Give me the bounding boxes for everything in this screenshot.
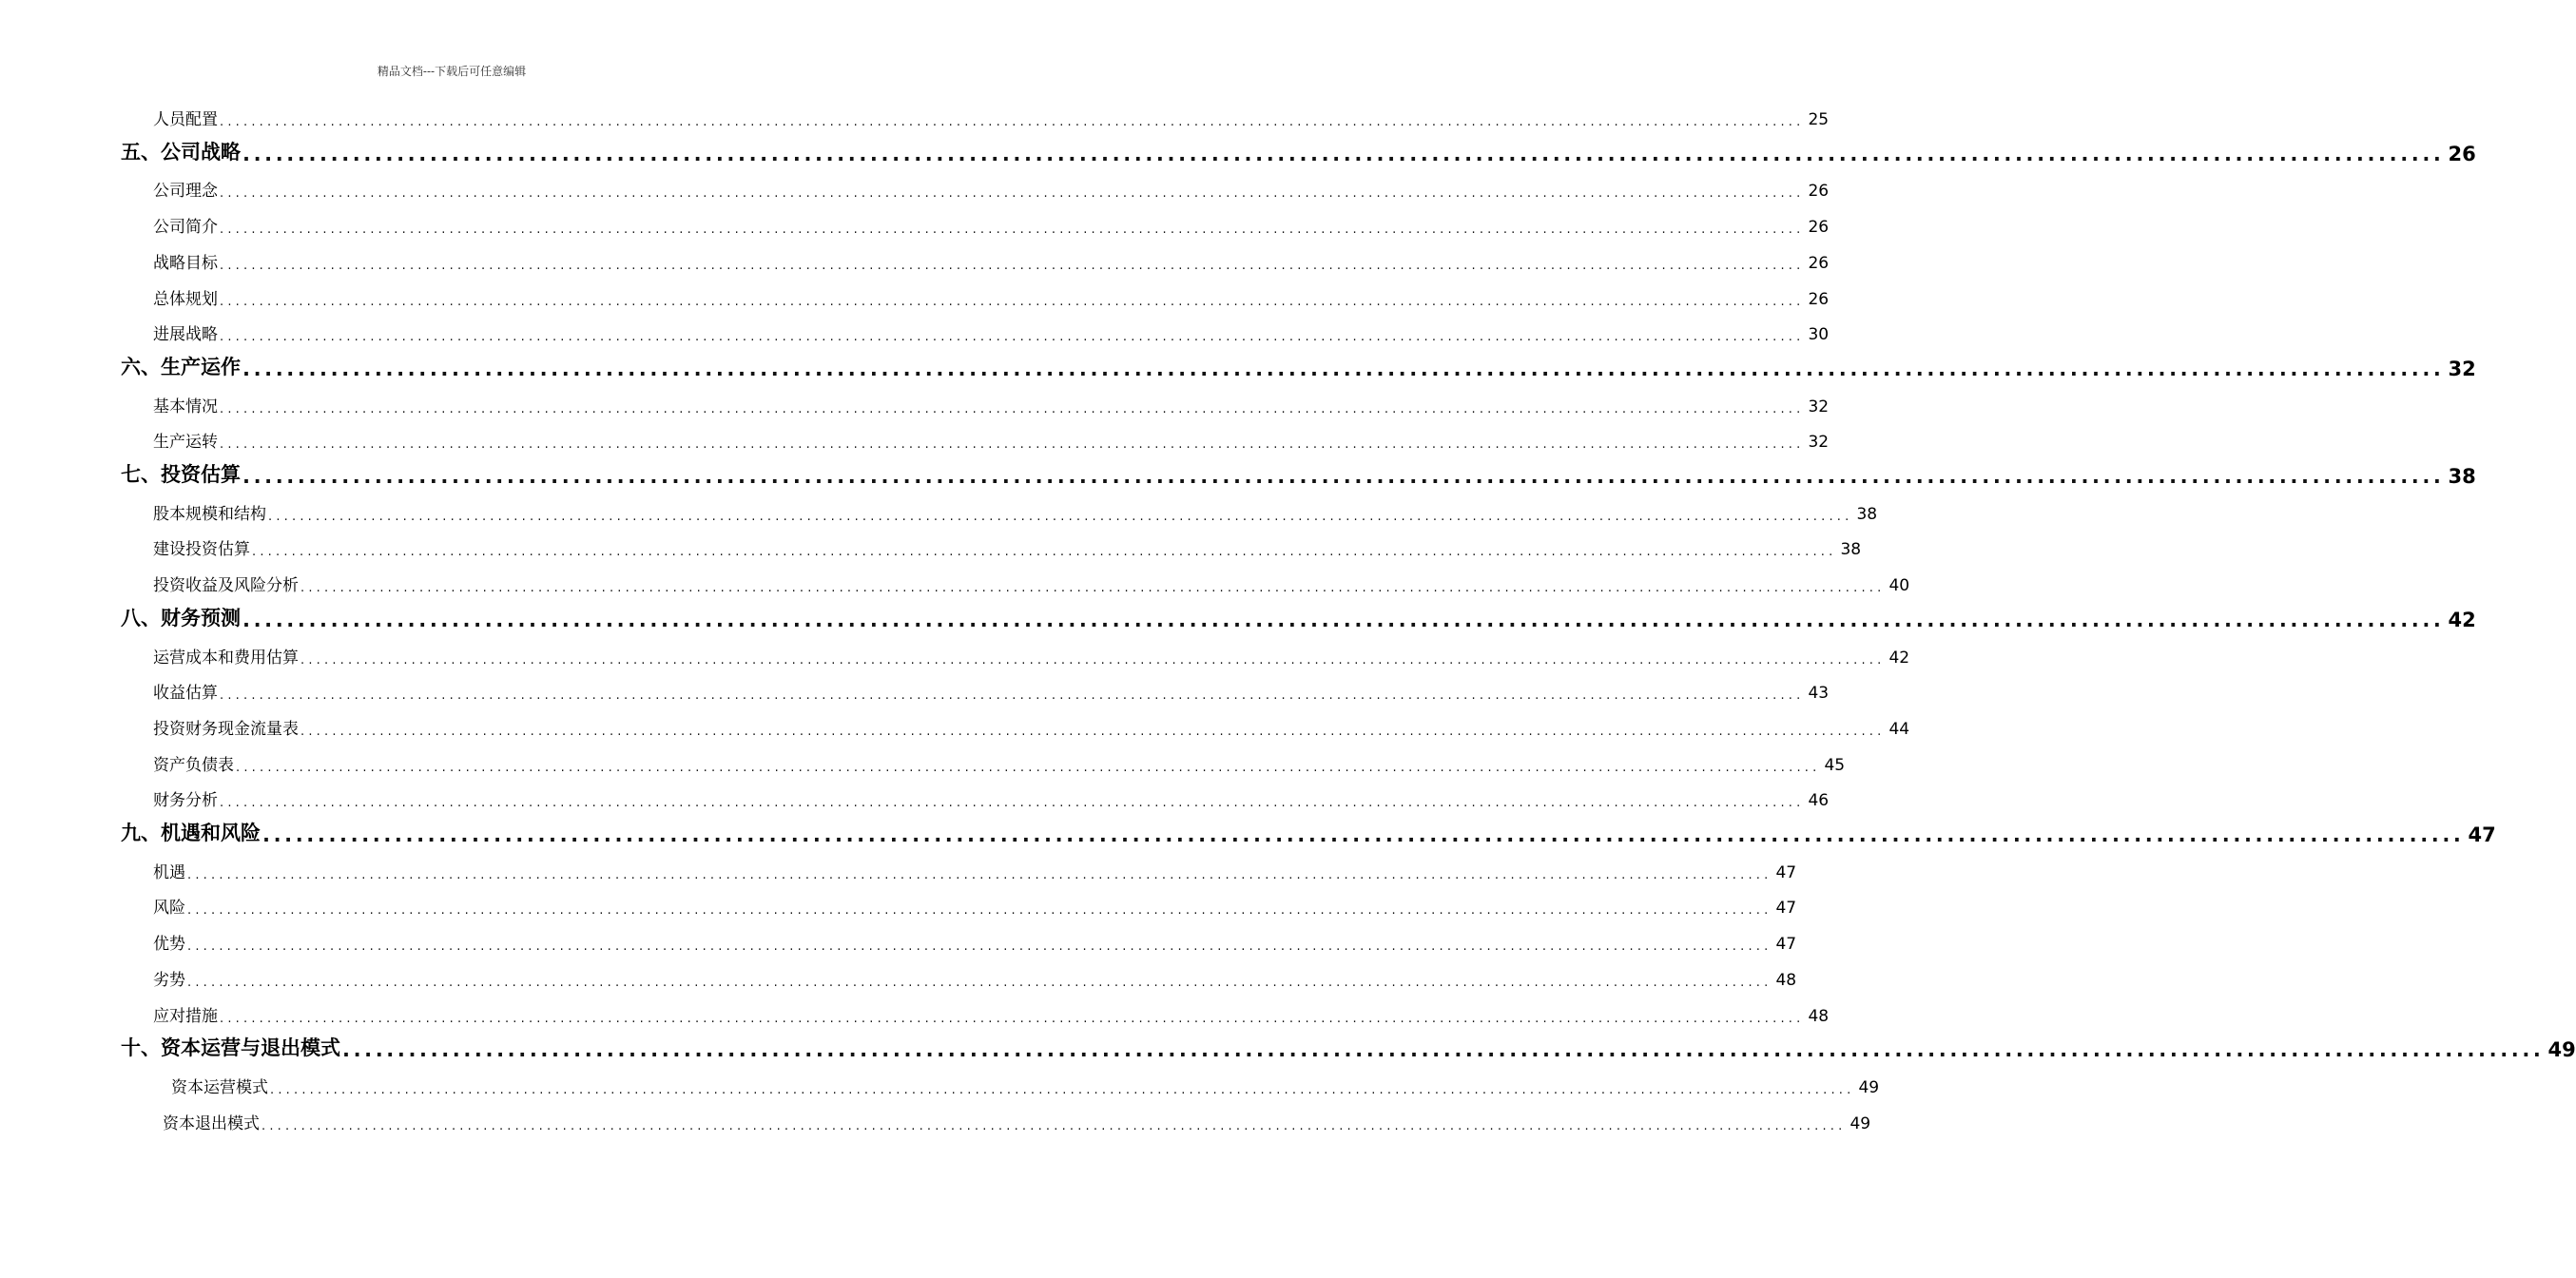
toc-section-entry[interactable] xyxy=(153,284,1830,309)
toc-entry-title: 战略目标 xyxy=(153,253,218,273)
toc-section-entry[interactable] xyxy=(171,1073,1880,1097)
toc-page-number: 42 xyxy=(1888,648,1910,668)
toc-page-number: 25 xyxy=(1808,110,1830,129)
toc-dot-leader: ........................................................................................................................................................................................................ xyxy=(242,608,2445,631)
toc-dot-leader: ........................................................................................................................................................................................................ xyxy=(187,975,1772,990)
toc-page-number: 43 xyxy=(1808,684,1830,704)
toc-page-number: 26 xyxy=(1808,289,1830,309)
toc-page-number: 38 xyxy=(1840,540,1862,560)
toc-entry-title: 总体规划 xyxy=(153,289,218,309)
toc-dot-leader: ........................................................................................................................................................................................................ xyxy=(252,545,1837,560)
toc-dot-leader: ........................................................................................................................................................................................................ xyxy=(187,903,1772,919)
toc-entry-title: 运营成本和费用估算 xyxy=(153,648,299,668)
toc-page-number: 45 xyxy=(1824,755,1846,775)
toc-page-number: 48 xyxy=(1808,1006,1830,1026)
toc-chapter-entry[interactable] xyxy=(121,352,2476,380)
toc-page-number: 47 xyxy=(1775,935,1797,955)
toc-page-number: 26 xyxy=(2448,142,2476,165)
toc-page-number: 26 xyxy=(1808,253,1830,273)
toc-entry-title: 劣势 xyxy=(153,970,185,990)
toc-page-number: 40 xyxy=(1888,576,1910,596)
toc-entry-title: 公司简介 xyxy=(153,218,218,238)
toc-entry-title: 收益估算 xyxy=(153,684,218,704)
toc-entry-title: 生产运转 xyxy=(153,433,218,453)
toc-dot-leader: ........................................................................................................................................................................................................ xyxy=(187,867,1772,882)
toc-dot-leader: ........................................................................................................................................................................................................ xyxy=(242,142,2445,165)
toc-section-entry[interactable] xyxy=(153,427,1830,453)
toc-entry-title: 七、投资估算 xyxy=(121,463,241,486)
toc-dot-leader: ........................................................................................................................................................................................................ xyxy=(220,223,1805,238)
toc-section-entry[interactable] xyxy=(153,176,1830,202)
toc-dot-leader: ........................................................................................................................................................................................................ xyxy=(236,760,1821,775)
toc-section-entry[interactable] xyxy=(153,643,1910,668)
toc-entry-title: 建设投资估算 xyxy=(153,540,250,560)
toc-dot-leader: ........................................................................................................................................................................................................ xyxy=(342,1038,2545,1062)
toc-entry-title: 资产负债表 xyxy=(153,755,234,775)
toc-entry-title: 人员配置 xyxy=(153,110,218,129)
toc-entry-title: 十、资本运营与退出模式 xyxy=(121,1036,340,1060)
toc-section-entry[interactable] xyxy=(153,571,1910,596)
toc-entry-title: 资本退出模式 xyxy=(163,1113,260,1133)
toc-page-number: 49 xyxy=(2547,1038,2576,1062)
toc-section-entry[interactable] xyxy=(153,858,1797,882)
toc-entry-title: 八、财务预测 xyxy=(121,606,241,629)
toc-page-number: 32 xyxy=(1808,433,1830,453)
toc-section-entry[interactable] xyxy=(153,785,1830,811)
toc-entry-title: 优势 xyxy=(153,935,185,955)
toc-dot-leader: ........................................................................................................................................................................................................ xyxy=(220,1011,1805,1026)
toc-entry-title: 财务分析 xyxy=(153,791,218,811)
toc-entry-title: 投资财务现金流量表 xyxy=(153,719,299,739)
toc-dot-leader: ........................................................................................................................................................................................................ xyxy=(220,437,1805,453)
toc-page-number: 47 xyxy=(1775,899,1797,919)
toc-section-entry[interactable] xyxy=(153,678,1830,704)
toc-section-entry[interactable] xyxy=(153,392,1830,416)
toc-entry-title: 六、生产运作 xyxy=(121,355,241,378)
toc-page-number: 44 xyxy=(1888,719,1910,739)
toc-entry-title: 资本运营模式 xyxy=(171,1077,268,1097)
toc-dot-leader: ........................................................................................................................................................................................................ xyxy=(270,1082,1855,1097)
toc-dot-leader: ........................................................................................................................................................................................................ xyxy=(261,1118,1847,1133)
toc-section-entry[interactable] xyxy=(153,248,1830,273)
toc-dot-leader: ........................................................................................................................................................................................................ xyxy=(220,330,1805,345)
toc-entry-title: 风险 xyxy=(153,899,185,919)
toc-section-entry[interactable] xyxy=(163,1109,1871,1133)
toc-dot-leader: ........................................................................................................................................................................................................ xyxy=(220,186,1805,202)
toc-section-entry[interactable] xyxy=(153,714,1910,739)
toc-section-entry[interactable] xyxy=(153,212,1830,238)
toc-section-entry[interactable] xyxy=(153,1001,1830,1026)
toc-dot-leader: ........................................................................................................................................................................................................ xyxy=(300,581,1886,596)
toc-page-number: 49 xyxy=(1850,1113,1871,1133)
toc-page-number: 26 xyxy=(1808,182,1830,202)
toc-dot-leader: ........................................................................................................................................................................................................ xyxy=(242,465,2445,488)
toc-dot-leader: ........................................................................................................................................................................................................ xyxy=(262,823,2465,846)
toc-section-entry[interactable] xyxy=(153,750,1846,775)
toc-dot-leader: ........................................................................................................................................................................................................ xyxy=(300,652,1886,668)
toc-dot-leader: ........................................................................................................................................................................................................ xyxy=(187,939,1772,955)
toc-page-number: 32 xyxy=(2448,357,2476,380)
toc-entry-title: 基本情况 xyxy=(153,397,218,416)
toc-dot-leader: ........................................................................................................................................................................................................ xyxy=(220,115,1805,129)
toc-section-entry[interactable] xyxy=(153,534,1862,560)
toc-section-entry[interactable] xyxy=(153,965,1797,990)
toc-dot-leader: ........................................................................................................................................................................................................ xyxy=(220,294,1805,309)
toc-chapter-entry[interactable] xyxy=(121,137,2476,165)
page-header: 精品文档---下载后可任意编辑 xyxy=(377,65,527,78)
toc-entry-title: 投资收益及风险分析 xyxy=(153,576,299,596)
toc-dot-leader: ........................................................................................................................................................................................................ xyxy=(220,796,1805,811)
toc-entry-title: 九、机遇和风险 xyxy=(121,822,261,844)
toc-dot-leader: ........................................................................................................................................................................................................ xyxy=(300,724,1886,739)
toc-page-number: 47 xyxy=(2468,823,2496,846)
toc-page-number: 38 xyxy=(2448,465,2476,488)
toc-page-number: 47 xyxy=(1775,862,1797,882)
toc-chapter-entry[interactable] xyxy=(121,459,2476,488)
toc-page-number: 30 xyxy=(1808,325,1830,345)
toc-entry-title: 机遇 xyxy=(153,862,185,882)
toc-chapter-entry[interactable] xyxy=(121,818,2496,846)
toc-page-number: 32 xyxy=(1808,397,1830,416)
toc-dot-leader: ........................................................................................................................................................................................................ xyxy=(220,688,1805,704)
toc-section-entry[interactable] xyxy=(153,320,1830,345)
toc-dot-leader: ........................................................................................................................................................................................................ xyxy=(220,401,1805,416)
toc-chapter-entry[interactable] xyxy=(121,1033,2576,1062)
toc-chapter-entry[interactable] xyxy=(121,603,2476,631)
toc-page-number: 42 xyxy=(2448,608,2476,631)
toc-page-number: 46 xyxy=(1808,791,1830,811)
toc-dot-leader: ........................................................................................................................................................................................................ xyxy=(220,258,1805,273)
toc-dot-leader: ........................................................................................................................................................................................................ xyxy=(268,509,1853,524)
toc-entry-title: 进展战略 xyxy=(153,325,218,345)
toc-dot-leader: ........................................................................................................................................................................................................ xyxy=(242,357,2445,380)
toc-entry-title: 公司理念 xyxy=(153,182,218,202)
toc-page-number: 38 xyxy=(1856,504,1878,524)
toc-entry-title: 应对措施 xyxy=(153,1006,218,1026)
toc-section-entry[interactable] xyxy=(153,893,1797,919)
toc-section-entry[interactable] xyxy=(153,105,1830,129)
toc-page-number: 26 xyxy=(1808,218,1830,238)
toc-entry-title: 股本规模和结构 xyxy=(153,504,266,524)
toc-page-number: 49 xyxy=(1858,1077,1880,1097)
toc-section-entry[interactable] xyxy=(153,929,1797,955)
toc-section-entry[interactable] xyxy=(153,499,1878,524)
toc-entry-title: 五、公司战略 xyxy=(121,140,241,164)
toc-page-number: 48 xyxy=(1775,970,1797,990)
